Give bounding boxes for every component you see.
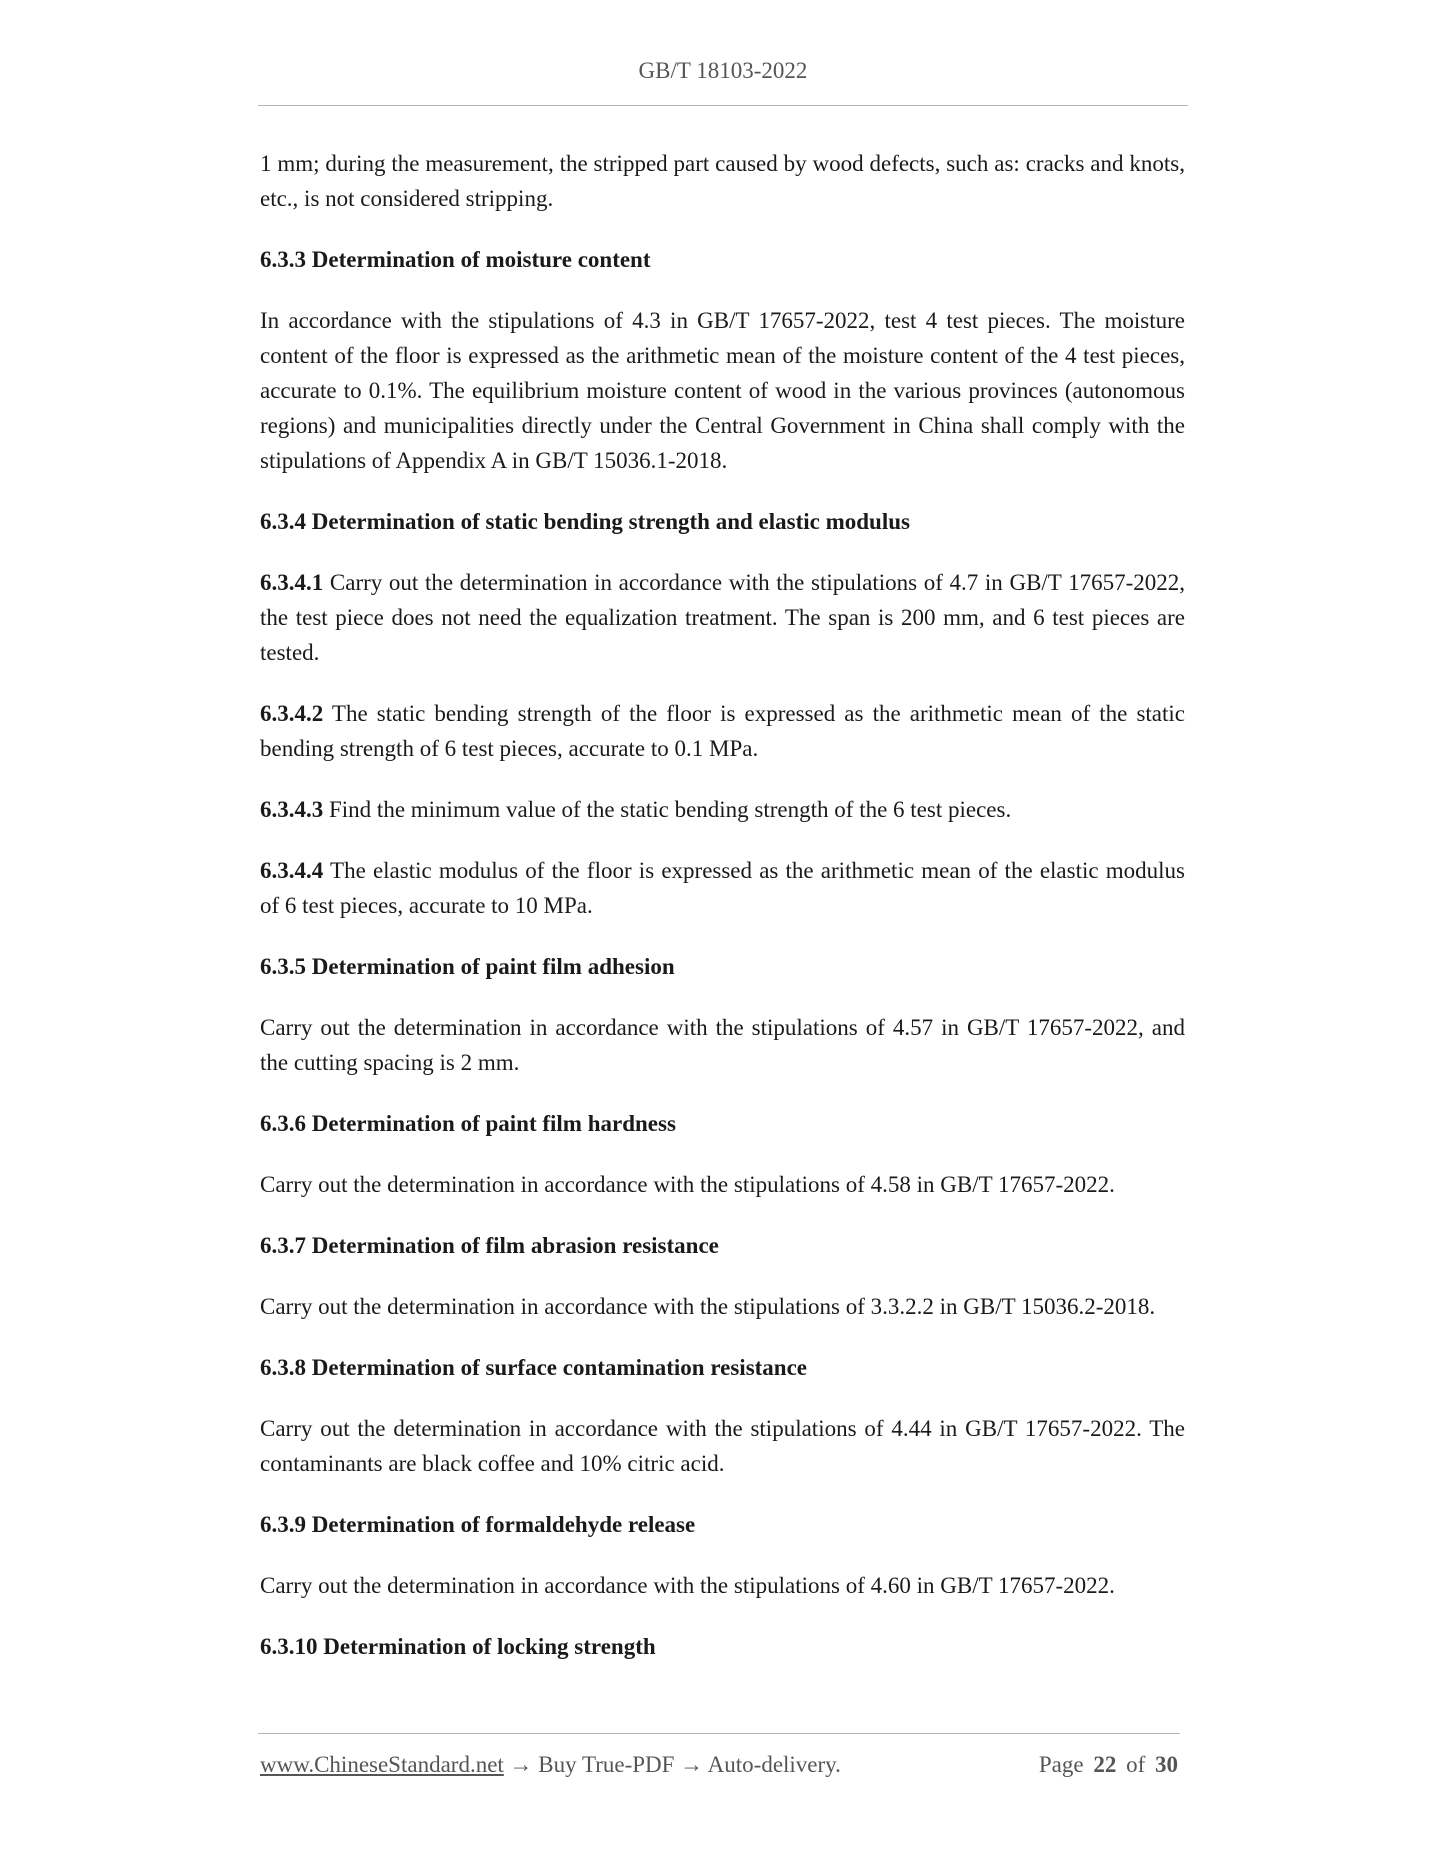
heading-6-3-3: 6.3.3 Determination of moisture content	[260, 247, 651, 272]
clause-number: 6.3.4.1	[260, 570, 324, 595]
page-header-title: GB/T 18103-2022	[638, 58, 808, 83]
paragraph-6-3-4-3	[260, 792, 1185, 827]
current-page: 22	[1093, 1752, 1117, 1777]
clause-text: Find the minimum value of the static bending strength of the 6 test pieces.	[323, 797, 1012, 822]
page-footer	[260, 1752, 1182, 1778]
paragraph-6-3-7: Carry out the determination in accordance with the stipulations of 3.3.2.2 in GB/T 15036.2-2018.	[260, 1294, 1156, 1319]
footer-tagline: → Buy True-PDF → Auto-delivery.	[503, 1752, 841, 1777]
website-link[interactable]: www.ChineseStandard.net	[260, 1752, 504, 1777]
paragraph-6-3-3: In accordance with the stipulations of 4.3 in GB/T 17657-2022, test 4 test pieces. The moisture content of the floor is expressed as the arithmetic mean of the moisture content of the 4 test pieces, accurate to 0.1%. The equilibrium moisture content of wood in the various provinces (autonomous regions) and municipalities directly under the Central Government in China shall comply with the stipulations of Appendix A in GB/T 15036.1-2018.	[260, 308, 1185, 473]
intro-paragraph: 1 mm; during the measurement, the stripped part caused by wood defects, such as: cracks and knots, etc., is not considered stripping.	[260, 151, 1185, 211]
paragraph-6-3-4-1	[260, 565, 1185, 670]
page-indicator	[1039, 1752, 1182, 1778]
paragraph-6-3-8: Carry out the determination in accordance with the stipulations of 4.44 in GB/T 17657-2022. The contaminants are black coffee and 10% citric acid.	[260, 1416, 1185, 1476]
page-label: Page	[1038, 1752, 1084, 1777]
paragraph-6-3-4-4	[260, 853, 1185, 923]
clause-number: 6.3.4.4	[260, 858, 324, 883]
paragraph-6-3-9: Carry out the determination in accordance with the stipulations of 4.60 in GB/T 17657-2022.	[260, 1573, 1115, 1598]
footer-divider	[258, 1733, 1180, 1734]
heading-6-3-7: 6.3.7 Determination of film abrasion resistance	[260, 1233, 719, 1258]
heading-6-3-9: 6.3.9 Determination of formaldehyde release	[260, 1512, 696, 1537]
header-divider	[258, 105, 1188, 106]
clause-number: 6.3.4.2	[260, 701, 324, 726]
heading-6-3-5: 6.3.5 Determination of paint film adhesion	[260, 954, 675, 979]
total-pages: 30	[1155, 1752, 1178, 1777]
of-label: of	[1126, 1752, 1146, 1777]
clause-text: The elastic modulus of the floor is expressed as the arithmetic mean of the elastic modulus of 6 test pieces, accurate to 10 MPa.	[260, 858, 1185, 918]
heading-6-3-8: 6.3.8 Determination of surface contamination resistance	[260, 1355, 808, 1380]
heading-6-3-10: 6.3.10 Determination of locking strength	[260, 1634, 656, 1659]
heading-6-3-4: 6.3.4 Determination of static bending strength and elastic modulus	[260, 509, 910, 534]
heading-6-3-6: 6.3.6 Determination of paint film hardness	[260, 1111, 676, 1136]
clause-text: Carry out the determination in accordance with the stipulations of 4.7 in GB/T 17657-2022, the test piece does not need the equalization treatment. The span is 200 mm, and 6 test pieces are tested.	[260, 570, 1185, 665]
footer-left	[260, 1752, 841, 1778]
paragraph-6-3-6: Carry out the determination in accordance with the stipulations of 4.58 in GB/T 17657-2022.	[260, 1172, 1115, 1197]
document-body	[260, 146, 1185, 1690]
clause-number: 6.3.4.3	[260, 797, 324, 822]
clause-text: The static bending strength of the floor is expressed as the arithmetic mean of the static bending strength of 6 test pieces, accurate to 0.1 MPa.	[260, 701, 1185, 761]
paragraph-6-3-4-2	[260, 696, 1185, 766]
paragraph-6-3-5: Carry out the determination in accordance with the stipulations of 4.57 in GB/T 17657-2022, and the cutting spacing is 2 mm.	[260, 1015, 1185, 1075]
